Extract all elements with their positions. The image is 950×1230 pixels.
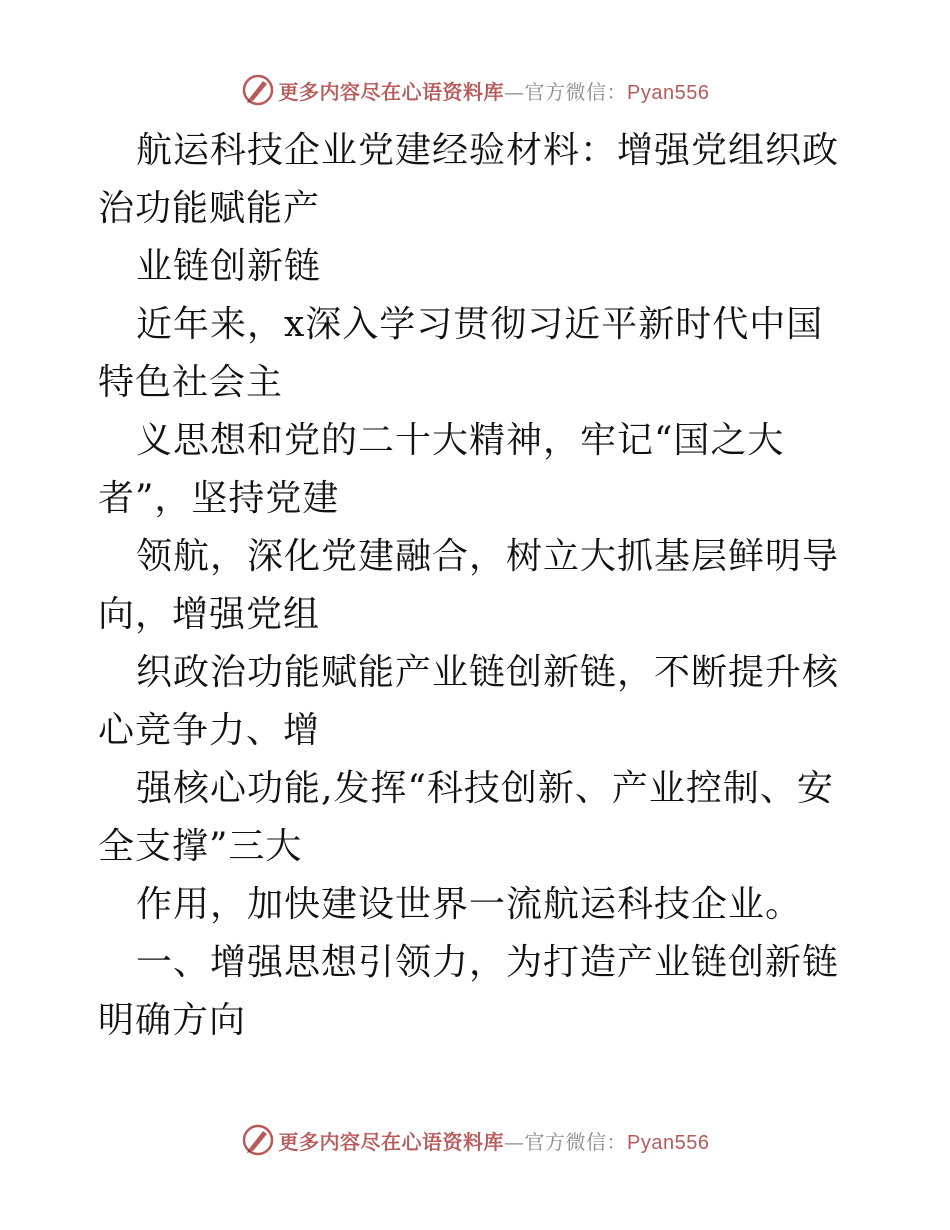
watermark-official-label: 官方微信： [524,79,628,104]
pen-logo-icon [241,73,275,107]
document-body [98,122,858,1050]
document-paragraph: 强核心功能,发挥“科技创新、产业控制、安全支撑”三大 [98,768,834,867]
watermark-wechat-id: Pyan556 [627,81,710,104]
watermark-dash: — [504,1129,525,1154]
document-paragraph: 作用，加快建设世界一流航运科技企业。 [136,884,803,925]
watermark-site-text: 更多内容尽在心语资料库 [278,79,505,104]
document-paragraph: 领航，深化党建融合，树立大抓基层鲜明导向，增强党组 [98,536,840,635]
watermark-dash: — [504,79,525,104]
document-paragraph: 织政治功能赋能产业链创新链，不断提升核心竞争力、增 [98,652,840,751]
footer-watermark [0,1120,950,1160]
header-watermark [0,70,950,110]
document-paragraph: 近年来，x深入学习贯彻习近平新时代中国特色社会主 [98,304,824,403]
pen-logo-icon [241,1123,275,1157]
watermark-site-text: 更多内容尽在心语资料库 [278,1129,505,1154]
document-paragraph: 航运科技企业党建经验材料：增强党组织政治功能赋能产 [98,130,840,229]
document-paragraph: 义思想和党的二十大精神，牢记“国之大者”，坚持党建 [98,420,785,519]
document-paragraph: 业链创新链 [136,246,322,287]
watermark-wechat-id: Pyan556 [627,1131,710,1154]
watermark-official-label: 官方微信： [524,1129,628,1154]
document-paragraph: 一、增强思想引领力，为打造产业链创新链明确方向 [98,942,840,1041]
